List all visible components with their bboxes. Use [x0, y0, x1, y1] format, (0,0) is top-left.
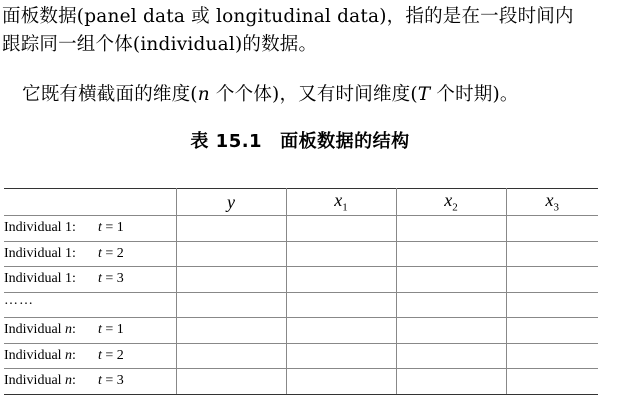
table-cell — [396, 241, 506, 267]
table-cell — [506, 241, 598, 267]
table-row — [4, 292, 598, 318]
row-label: Individual n: t = 2 — [4, 343, 176, 369]
table-cell — [286, 318, 396, 344]
row-label: Individual 1: t = 2 — [4, 241, 176, 267]
table-row — [4, 241, 598, 267]
table-cell — [506, 369, 598, 395]
paragraph-line-3 — [22, 81, 624, 108]
table-row — [4, 318, 598, 344]
table-header-row — [4, 189, 598, 216]
row-label: Individual 1: t = 3 — [4, 267, 176, 293]
table-caption-number: 表 15.1 — [190, 131, 263, 152]
table-cell — [176, 267, 286, 293]
table-cell — [286, 343, 396, 369]
table-cell — [176, 369, 286, 395]
table-row — [4, 216, 598, 242]
table-row — [4, 267, 598, 293]
table-caption — [0, 127, 600, 153]
table-cell — [176, 343, 286, 369]
table-cell — [286, 267, 396, 293]
table-cell — [176, 216, 286, 242]
row-label: Individual n: t = 3 — [4, 369, 176, 395]
table-cell — [506, 216, 598, 242]
table-caption-title: 面板数据的结构 — [280, 131, 410, 152]
table-cell — [286, 292, 396, 318]
paragraph-line-2: 跟踪同一组个体(individual)的数据。 — [2, 34, 318, 55]
paragraph-line-3-mid: 个个体)，又有时间维度( — [209, 84, 418, 105]
table-cell — [506, 292, 598, 318]
panel-data-table — [4, 188, 598, 395]
table-cell — [286, 241, 396, 267]
ellipsis-cell: …… — [4, 292, 176, 318]
paragraph-line-3-pre: 它既有横截面的维度( — [22, 84, 198, 105]
table-cell — [396, 369, 506, 395]
table-row — [4, 343, 598, 369]
table-cell — [396, 343, 506, 369]
table-cell — [506, 267, 598, 293]
paragraph-line-1: 面板数据(panel data 或 longitudinal data)，指的是在一段时间内 — [2, 6, 574, 27]
table-cell — [176, 241, 286, 267]
table-cell — [506, 343, 598, 369]
table-cell — [396, 318, 506, 344]
header-x2: $x_2$ — [396, 189, 506, 216]
table-cell — [286, 216, 396, 242]
table-cell — [176, 292, 286, 318]
header-empty-cell — [4, 189, 176, 216]
header-y: y — [176, 189, 286, 216]
table-cell — [396, 267, 506, 293]
paragraph-line-3-post: 个时期)。 — [430, 84, 519, 105]
table-cell — [286, 369, 396, 395]
table-cell — [396, 292, 506, 318]
header-x3: $x_3$ — [506, 189, 598, 216]
row-label: Individual 1: t = 1 — [4, 216, 176, 242]
table-row — [4, 369, 598, 395]
table-cell — [506, 318, 598, 344]
row-label: Individual n: t = 1 — [4, 318, 176, 344]
paragraph-line-3-n: n — [197, 84, 210, 105]
header-x1: $x_1$ — [286, 189, 396, 216]
paragraph-line-3-T: T — [417, 84, 431, 105]
table-cell — [176, 318, 286, 344]
table-cell — [396, 216, 506, 242]
